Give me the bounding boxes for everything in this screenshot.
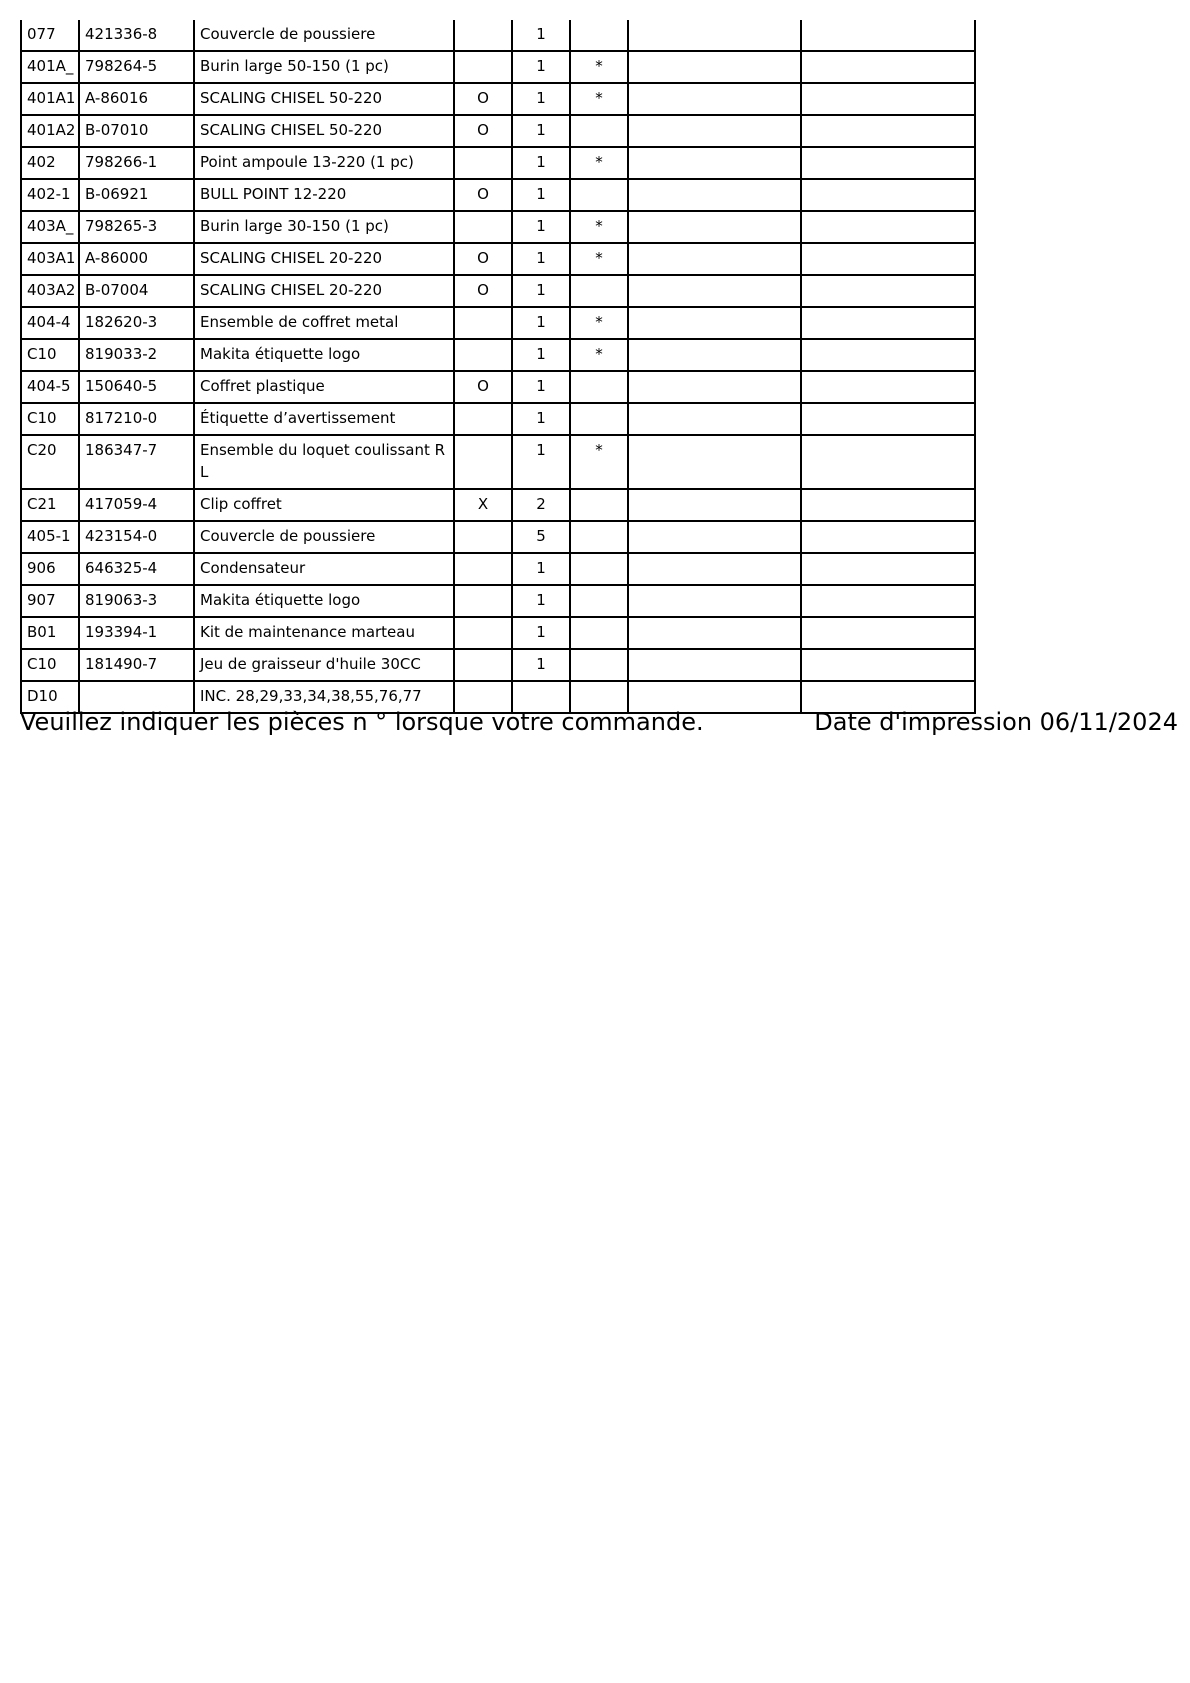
- cell-blank-col-1: [628, 489, 801, 521]
- cell-ref-no: 405-1: [21, 521, 79, 553]
- cell-blank-col-1: [628, 20, 801, 51]
- cell-part-no: 182620-3: [79, 307, 194, 339]
- cell-description: Étiquette d’avertissement: [194, 403, 454, 435]
- cell-option-mark: O: [454, 243, 512, 275]
- cell-note-mark: *: [570, 307, 628, 339]
- cell-ref-no: C21: [21, 489, 79, 521]
- cell-part-no: 798266-1: [79, 147, 194, 179]
- cell-blank-col-1: [628, 83, 801, 115]
- cell-blank-col-1: [628, 521, 801, 553]
- cell-blank-col-1: [628, 435, 801, 489]
- cell-blank-col-2: [801, 147, 975, 179]
- cell-ref-no: C10: [21, 403, 79, 435]
- cell-quantity: 1: [512, 553, 570, 585]
- cell-option-mark: O: [454, 275, 512, 307]
- cell-quantity: 1: [512, 211, 570, 243]
- cell-blank-col-1: [628, 51, 801, 83]
- cell-blank-col-2: [801, 617, 975, 649]
- cell-ref-no: 907: [21, 585, 79, 617]
- cell-ref-no: 404-4: [21, 307, 79, 339]
- cell-quantity: 1: [512, 339, 570, 371]
- cell-part-no: B-06921: [79, 179, 194, 211]
- cell-ref-no: 401A_: [21, 51, 79, 83]
- parts-table: [20, 20, 976, 714]
- table-row: [21, 211, 975, 243]
- cell-note-mark: [570, 585, 628, 617]
- table-row: [21, 20, 975, 51]
- cell-quantity: 1: [512, 147, 570, 179]
- cell-blank-col-1: [628, 339, 801, 371]
- cell-ref-no: 401A1: [21, 83, 79, 115]
- cell-note-mark: [570, 649, 628, 681]
- cell-note-mark: *: [570, 339, 628, 371]
- cell-option-mark: [454, 521, 512, 553]
- cell-note-mark: *: [570, 83, 628, 115]
- cell-quantity: 1: [512, 371, 570, 403]
- cell-option-mark: O: [454, 115, 512, 147]
- cell-note-mark: *: [570, 147, 628, 179]
- cell-quantity: 2: [512, 489, 570, 521]
- cell-option-mark: [454, 51, 512, 83]
- cell-blank-col-2: [801, 435, 975, 489]
- cell-blank-col-1: [628, 115, 801, 147]
- cell-part-no: 186347-7: [79, 435, 194, 489]
- cell-part-no: 150640-5: [79, 371, 194, 403]
- cell-blank-col-2: [801, 307, 975, 339]
- table-row: [21, 83, 975, 115]
- cell-part-no: 798264-5: [79, 51, 194, 83]
- cell-option-mark: [454, 403, 512, 435]
- cell-part-no: A-86000: [79, 243, 194, 275]
- table-row: [21, 339, 975, 371]
- table-row: [21, 371, 975, 403]
- cell-blank-col-1: [628, 403, 801, 435]
- cell-description: Point ampoule 13-220 (1 pc): [194, 147, 454, 179]
- table-row: [21, 649, 975, 681]
- cell-part-no: 819033-2: [79, 339, 194, 371]
- cell-blank-col-2: [801, 585, 975, 617]
- cell-blank-col-1: [628, 147, 801, 179]
- table-row: [21, 553, 975, 585]
- cell-description: Burin large 30-150 (1 pc): [194, 211, 454, 243]
- cell-note-mark: *: [570, 51, 628, 83]
- cell-ref-no: 403A1: [21, 243, 79, 275]
- cell-blank-col-2: [801, 179, 975, 211]
- cell-part-no: A-86016: [79, 83, 194, 115]
- table-row: [21, 147, 975, 179]
- cell-note-mark: *: [570, 243, 628, 275]
- cell-quantity: 1: [512, 20, 570, 51]
- cell-ref-no: 077: [21, 20, 79, 51]
- cell-ref-no: C10: [21, 339, 79, 371]
- table-row: [21, 435, 975, 489]
- cell-blank-col-2: [801, 403, 975, 435]
- cell-description: SCALING CHISEL 20-220: [194, 243, 454, 275]
- cell-description: Ensemble du loquet coulissant R L: [194, 435, 454, 489]
- cell-option-mark: O: [454, 371, 512, 403]
- table-row: [21, 51, 975, 83]
- cell-quantity: 5: [512, 521, 570, 553]
- cell-note-mark: [570, 521, 628, 553]
- cell-blank-col-2: [801, 115, 975, 147]
- table-row: [21, 403, 975, 435]
- cell-part-no: 817210-0: [79, 403, 194, 435]
- cell-option-mark: [454, 649, 512, 681]
- cell-ref-no: 401A2: [21, 115, 79, 147]
- cell-option-mark: [454, 20, 512, 51]
- table-row: [21, 275, 975, 307]
- cell-blank-col-2: [801, 371, 975, 403]
- cell-part-no: 819063-3: [79, 585, 194, 617]
- cell-ref-no: B01: [21, 617, 79, 649]
- cell-ref-no: C10: [21, 649, 79, 681]
- cell-description: SCALING CHISEL 50-220: [194, 115, 454, 147]
- cell-description: BULL POINT 12-220: [194, 179, 454, 211]
- cell-option-mark: [454, 617, 512, 649]
- cell-ref-no: 906: [21, 553, 79, 585]
- cell-description: Makita étiquette logo: [194, 585, 454, 617]
- cell-blank-col-1: [628, 307, 801, 339]
- table-row: [21, 243, 975, 275]
- cell-note-mark: [570, 403, 628, 435]
- cell-quantity: 1: [512, 649, 570, 681]
- cell-part-no: 798265-3: [79, 211, 194, 243]
- cell-description: Condensateur: [194, 553, 454, 585]
- table-row: [21, 617, 975, 649]
- cell-description: INC. 28,29,33,34,38,55,76,77: [194, 681, 454, 713]
- cell-quantity: 1: [512, 617, 570, 649]
- cell-blank-col-1: [628, 649, 801, 681]
- table-row: [21, 521, 975, 553]
- cell-blank-col-2: [801, 243, 975, 275]
- cell-option-mark: O: [454, 83, 512, 115]
- table-row: [21, 179, 975, 211]
- cell-quantity: 1: [512, 275, 570, 307]
- cell-blank-col-2: [801, 51, 975, 83]
- cell-note-mark: [570, 179, 628, 211]
- cell-blank-col-2: [801, 275, 975, 307]
- cell-part-no: B-07004: [79, 275, 194, 307]
- cell-blank-col-1: [628, 585, 801, 617]
- cell-blank-col-2: [801, 521, 975, 553]
- table-row: [21, 489, 975, 521]
- cell-note-mark: *: [570, 435, 628, 489]
- cell-part-no: 423154-0: [79, 521, 194, 553]
- cell-option-mark: [454, 585, 512, 617]
- cell-blank-col-2: [801, 20, 975, 51]
- cell-option-mark: [454, 553, 512, 585]
- cell-blank-col-1: [628, 617, 801, 649]
- cell-blank-col-1: [628, 371, 801, 403]
- cell-blank-col-1: [628, 553, 801, 585]
- cell-blank-col-1: [628, 275, 801, 307]
- cell-option-mark: [454, 339, 512, 371]
- cell-description: Burin large 50-150 (1 pc): [194, 51, 454, 83]
- cell-blank-col-2: [801, 489, 975, 521]
- cell-quantity: 1: [512, 179, 570, 211]
- cell-ref-no: D10: [21, 681, 79, 713]
- table-row: [21, 115, 975, 147]
- cell-option-mark: [454, 147, 512, 179]
- cell-description: Couvercle de poussiere: [194, 521, 454, 553]
- cell-quantity: 1: [512, 243, 570, 275]
- cell-description: Makita étiquette logo: [194, 339, 454, 371]
- cell-blank-col-2: [801, 553, 975, 585]
- cell-ref-no: 402-1: [21, 179, 79, 211]
- cell-quantity: 1: [512, 307, 570, 339]
- cell-ref-no: 402: [21, 147, 79, 179]
- cell-description: Coffret plastique: [194, 371, 454, 403]
- cell-part-no: 181490-7: [79, 649, 194, 681]
- cell-blank-col-2: [801, 339, 975, 371]
- cell-part-no: 193394-1: [79, 617, 194, 649]
- cell-part-no: B-07010: [79, 115, 194, 147]
- footer-note: Veuillez indiquer les pièces n ° lorsque votre commande.: [20, 708, 704, 736]
- cell-blank-col-1: [628, 243, 801, 275]
- cell-description: Couvercle de poussiere: [194, 20, 454, 51]
- cell-blank-col-2: [801, 649, 975, 681]
- cell-blank-col-2: [801, 211, 975, 243]
- cell-quantity: 1: [512, 83, 570, 115]
- cell-part-no: 421336-8: [79, 20, 194, 51]
- cell-blank-col-2: [801, 83, 975, 115]
- cell-description: SCALING CHISEL 50-220: [194, 83, 454, 115]
- cell-option-mark: O: [454, 179, 512, 211]
- cell-ref-no: 403A_: [21, 211, 79, 243]
- cell-ref-no: 404-5: [21, 371, 79, 403]
- table-row: [21, 585, 975, 617]
- cell-option-mark: [454, 435, 512, 489]
- cell-ref-no: 403A2: [21, 275, 79, 307]
- cell-note-mark: [570, 371, 628, 403]
- cell-note-mark: [570, 275, 628, 307]
- print-date: Date d'impression 06/11/2024: [814, 708, 1178, 736]
- cell-description: Jeu de graisseur d'huile 30CC: [194, 649, 454, 681]
- table-row: [21, 307, 975, 339]
- cell-option-mark: [454, 307, 512, 339]
- cell-quantity: 1: [512, 115, 570, 147]
- cell-note-mark: [570, 617, 628, 649]
- cell-blank-col-1: [628, 179, 801, 211]
- cell-note-mark: *: [570, 211, 628, 243]
- cell-description: Clip coffret: [194, 489, 454, 521]
- cell-note-mark: [570, 115, 628, 147]
- cell-quantity: 1: [512, 435, 570, 489]
- cell-part-no: 417059-4: [79, 489, 194, 521]
- cell-note-mark: [570, 553, 628, 585]
- cell-quantity: 1: [512, 585, 570, 617]
- cell-quantity: 1: [512, 51, 570, 83]
- cell-part-no: 646325-4: [79, 553, 194, 585]
- cell-description: Ensemble de coffret metal: [194, 307, 454, 339]
- cell-ref-no: C20: [21, 435, 79, 489]
- cell-note-mark: [570, 20, 628, 51]
- cell-option-mark: [454, 211, 512, 243]
- cell-description: SCALING CHISEL 20-220: [194, 275, 454, 307]
- cell-description: Kit de maintenance marteau: [194, 617, 454, 649]
- cell-quantity: 1: [512, 403, 570, 435]
- cell-option-mark: X: [454, 489, 512, 521]
- cell-note-mark: [570, 489, 628, 521]
- cell-blank-col-1: [628, 211, 801, 243]
